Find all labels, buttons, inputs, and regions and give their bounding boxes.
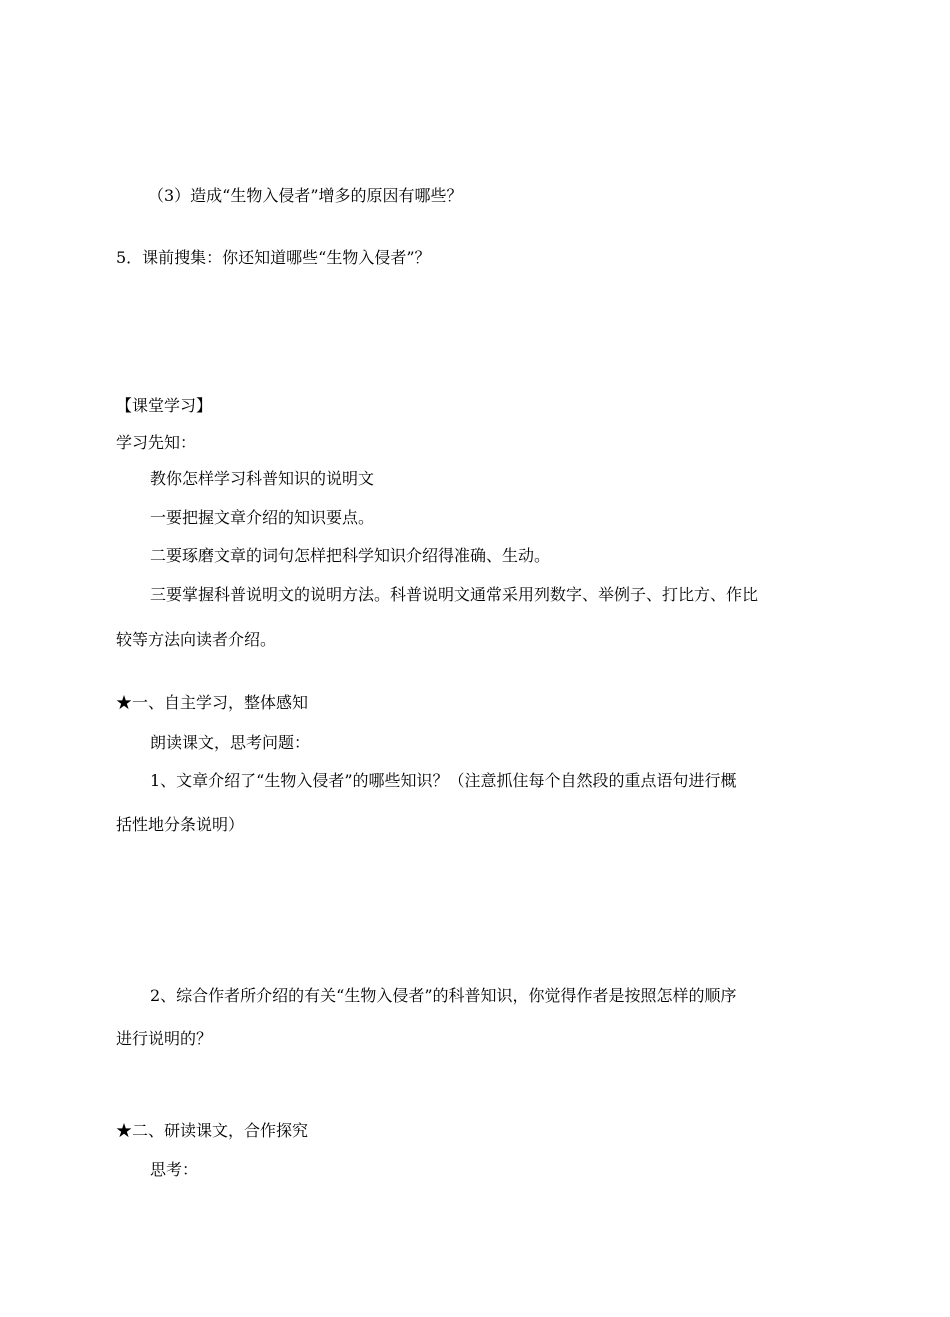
how-to-learn-text: 教你怎样学习科普知识的说明文 — [150, 469, 375, 488]
section-1-question-1-line-1: 1、文章介绍了“生物入侵者”的哪些知识？（注意抓住每个自然段的重点语句进行概 — [150, 771, 737, 790]
classroom-heading: 【课堂学习】 — [116, 396, 213, 415]
learning-point-3-line-2: 较等方法向读者介绍。 — [116, 630, 277, 649]
prior-knowledge-label: 学习先知： — [116, 433, 197, 452]
section-1-heading: ★一、自主学习，整体感知 — [116, 693, 309, 712]
prelesson-question-5: 5．课前搜集：你还知道哪些“生物入侵者”？ — [116, 248, 431, 267]
section-2-heading: ★二、研读课文，合作探究 — [116, 1121, 309, 1140]
section-2-think: 思考： — [150, 1160, 199, 1179]
section-1-question-2-line-1: 2、综合作者所介绍的有关“生物入侵者”的科普知识，你觉得作者是按照怎样的顺序 — [150, 986, 737, 1005]
learning-point-1: 一要把握文章介绍的知识要点。 — [150, 508, 375, 527]
prelesson-question-3: （3）造成“生物入侵者”增多的原因有哪些？ — [148, 186, 463, 205]
learning-point-3-line-1: 三要掌握科普说明文的说明方法。科普说明文通常采用列数字、举例子、打比方、作比 — [150, 585, 759, 604]
section-1-question-2-line-2: 进行说明的？ — [116, 1029, 213, 1048]
section-1-question-1-line-2: 括性地分条说明） — [116, 815, 245, 834]
learning-point-2: 二要琢磨文章的词句怎样把科学知识介绍得准确、生动。 — [150, 546, 551, 565]
section-1-intro: 朗读课文，思考问题： — [150, 733, 311, 752]
